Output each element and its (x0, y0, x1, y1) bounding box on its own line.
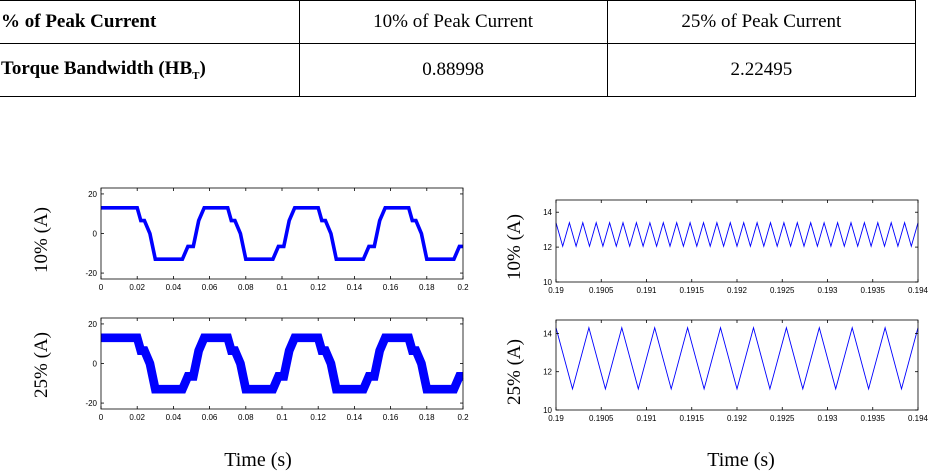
x-tick-label: 0.08 (238, 283, 254, 292)
x-tick-label: 0.1915 (679, 414, 704, 423)
x-tick-label: 0.19 (548, 286, 564, 295)
y-tick-label: -20 (85, 399, 97, 409)
ylabel-right-top: 10% (A) (504, 214, 525, 280)
x-tick-label: 0.1 (276, 283, 288, 292)
current-trace (556, 223, 918, 247)
plot-frame (556, 320, 918, 410)
table-header-10pct: 10% of Peak Current (299, 1, 607, 44)
y-tick-label: 0 (92, 229, 97, 239)
table-header-25pct: 25% of Peak Current (607, 1, 915, 44)
x-tick-label: 0.16 (382, 283, 399, 292)
x-tick-label: 0.192 (726, 286, 748, 295)
current-trace (556, 328, 918, 389)
x-tick-label: 0.1935 (860, 414, 885, 423)
x-tick-label: 0.18 (419, 283, 435, 292)
ylabel-left-bottom: 25% (A) (31, 332, 52, 398)
x-tick-label: 0.193 (817, 286, 838, 295)
x-tick-label: 0.1925 (770, 414, 795, 423)
x-tick-label: 0 (98, 413, 104, 422)
x-tick-label: 0.02 (129, 413, 145, 422)
current-trace-band (101, 208, 463, 259)
x-tick-label: 0.08 (238, 413, 254, 422)
xlabel-left: Time (s) (224, 449, 292, 471)
x-tick-label: 0 (98, 283, 104, 292)
y-tick-label: 0 (92, 359, 97, 369)
x-tick-label: 0.2 (457, 283, 469, 292)
ylabel-left-top: 10% (A) (31, 207, 52, 273)
y-tick-label: 14 (543, 208, 552, 218)
x-tick-label: 0.2 (457, 413, 469, 422)
x-tick-label: 0.14 (346, 283, 363, 292)
plot-0 (85, 188, 469, 292)
x-tick-label: 0.16 (382, 413, 399, 422)
x-tick-label: 0.14 (346, 413, 363, 422)
x-tick-label: 0.06 (201, 283, 218, 292)
x-tick-label: 0.1915 (679, 286, 704, 295)
x-tick-label: 0.1905 (589, 414, 614, 423)
x-tick-label: 0.192 (726, 414, 748, 423)
x-tick-label: 0.04 (165, 413, 182, 422)
y-tick-label: 10 (543, 406, 552, 415)
plot-frame (556, 200, 918, 282)
x-tick-label: 0.191 (636, 414, 657, 423)
table-header-label: % of Peak Current (0, 1, 299, 44)
x-tick-label: 0.191 (636, 286, 657, 295)
ylabel-right-bottom: 25% (A) (504, 339, 525, 405)
y-tick-label: 14 (543, 329, 552, 339)
xlabel-right: Time (s) (707, 449, 775, 471)
bandwidth-25pct-value: 2.22495 (607, 44, 915, 97)
x-tick-label: 0.18 (419, 413, 435, 422)
y-tick-label: 12 (543, 367, 552, 377)
x-tick-label: 0.04 (165, 283, 182, 292)
torque-bandwidth-label: Torque Bandwidth $(HB_T)$ (0, 44, 299, 97)
x-tick-label: 0.1935 (860, 286, 885, 295)
y-tick-label: 12 (543, 243, 552, 253)
x-tick-label: 0.1925 (770, 286, 795, 295)
x-tick-label: 0.1 (276, 413, 288, 422)
y-tick-label: 20 (88, 189, 97, 199)
x-tick-label: 0.19 (548, 414, 564, 423)
x-tick-label: 0.1905 (589, 286, 614, 295)
y-tick-label: -20 (85, 269, 97, 279)
current-trace-band (101, 338, 463, 389)
plot-2 (543, 200, 928, 295)
x-tick-label: 0.06 (201, 413, 218, 422)
x-tick-label: 0.12 (310, 283, 326, 292)
x-tick-label: 0.194 (907, 286, 929, 295)
y-tick-label: 10 (543, 278, 552, 287)
bandwidth-10pct-value: 0.88998 (299, 44, 607, 97)
plot-1 (85, 318, 469, 422)
plot-frame (101, 188, 463, 279)
x-tick-label: 0.194 (907, 414, 929, 423)
plot-frame (101, 318, 463, 409)
x-tick-label: 0.12 (310, 413, 326, 422)
plot-3 (543, 320, 928, 423)
y-tick-label: 20 (88, 319, 97, 329)
x-tick-label: 0.193 (817, 414, 838, 423)
x-tick-label: 0.02 (129, 283, 145, 292)
